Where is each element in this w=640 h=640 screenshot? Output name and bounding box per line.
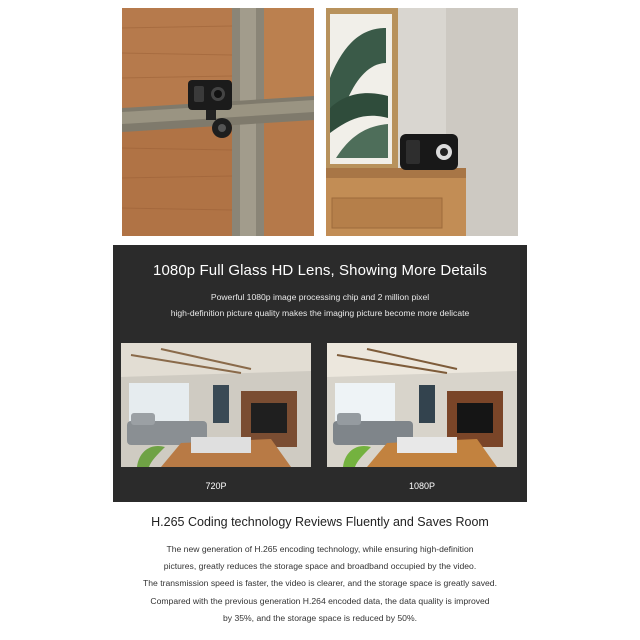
- lens-feature-subtitle-line-1: Powerful 1080p image processing chip and 2 million pixel: [210, 292, 430, 302]
- h265-body-line: Compared with the previous generation H.264 encoded data, the data quality is improved: [150, 596, 490, 606]
- room-photo-720p: [121, 343, 311, 467]
- lens-feature-title: 1080p Full Glass HD Lens, Showing More Details: [153, 262, 487, 279]
- label-1080p: 1080P: [408, 481, 436, 491]
- h265-body-line: pictures, greatly reduces the storage space and broadband occupied by the video.: [163, 561, 477, 571]
- label-720p: 720P: [205, 481, 227, 491]
- camera-device: [400, 134, 458, 170]
- h265-body-line: by 35%, and the storage space is reduced by 50%.: [223, 613, 417, 623]
- h265-section-title: H.265 Coding technology Reviews Fluently and Saves Room: [151, 515, 489, 529]
- lens-feature-panel: [113, 245, 527, 502]
- h265-body-line: The new generation of H.265 encoding technology, while ensuring high-definition: [166, 544, 474, 554]
- lens-feature-subtitle-line-2: high-definition picture quality makes the imaging picture become more delicate: [170, 308, 470, 318]
- h265-body-line: The transmission speed is faster, the video is clearer, and the storage space is greatly saved.: [143, 578, 497, 588]
- shelf-camera-photo: [326, 8, 518, 236]
- door-camera-photo: [122, 8, 314, 236]
- room-photo-1080p: [327, 343, 517, 467]
